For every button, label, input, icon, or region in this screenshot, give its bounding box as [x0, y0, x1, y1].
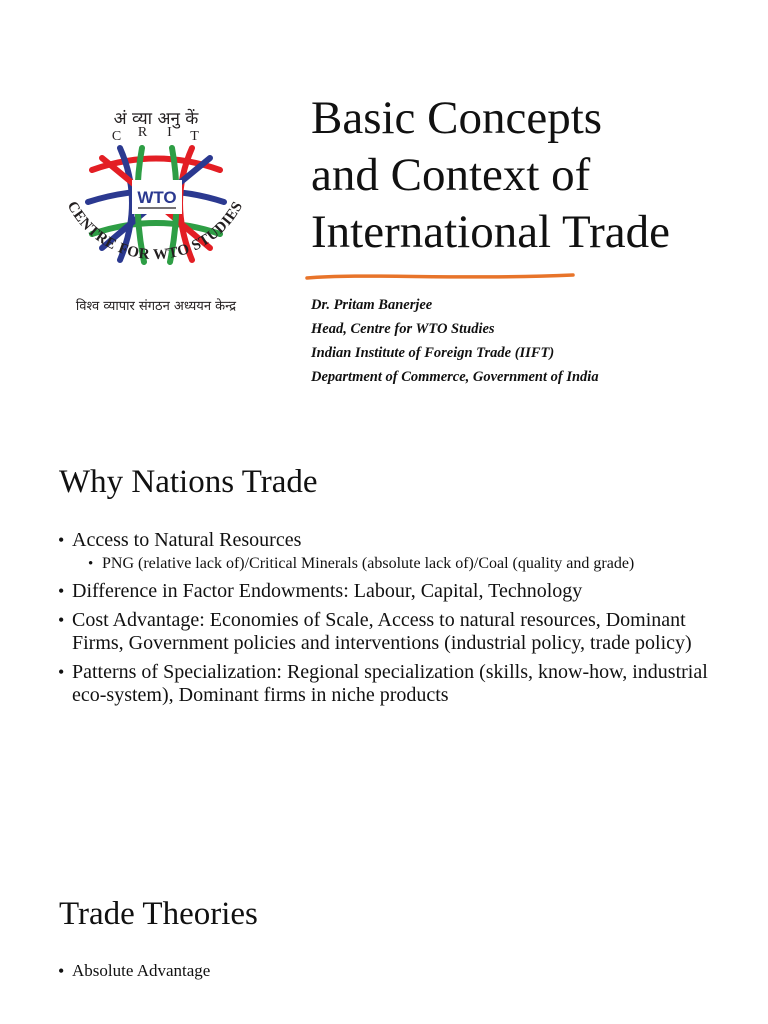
logo-letter-t: T [190, 129, 200, 144]
bullet-item [58, 960, 708, 982]
why-nations-trade-slide [0, 432, 768, 864]
author-department: Department of Commerce, Government of India [311, 369, 599, 385]
title-line: Basic Concepts [311, 92, 603, 144]
bullet-item [58, 661, 708, 707]
slide-heading: Trade Theories [59, 896, 258, 932]
bullet-item [58, 529, 708, 574]
logo-letter-c: C [111, 129, 123, 144]
author-byline [311, 293, 599, 389]
bullet-text: Patterns of Specialization: Regional specialization (skills, know-how, industrial eco-system), Dominant firms in niche products [72, 661, 708, 706]
title-line: International Trade [311, 206, 670, 258]
logo-wto-mark: WTO [137, 188, 177, 207]
title-underline [305, 270, 575, 284]
sub-bullet-item: • PNG (relative lack of)/Critical Minerals (absolute lack of)/Coal (quality and grade) [88, 554, 708, 574]
sub-bullet-list [72, 554, 708, 574]
author-position: Head, Centre for WTO Studies [311, 321, 495, 337]
slide-heading: Why Nations Trade [59, 464, 318, 500]
logo-hindi-bottom: विश्व व्यापार संगठन अध्ययन केन्द्र [75, 299, 237, 314]
crit-wto-logo [22, 52, 288, 358]
bullet-list [58, 529, 708, 713]
bullet-text: Difference in Factor Endowments: Labour, Capital, Technology [72, 580, 583, 602]
bullet-text: Cost Advantage: Economies of Scale, Access to natural resources, Dominant Firms, Government policies and interventions (industrial policy, trade policy) [72, 609, 692, 654]
bullet-text: Absolute Advantage [72, 961, 211, 980]
logo-ring-text: CENTRE FOR WTO STUDIES [63, 198, 247, 264]
bullet-item [58, 609, 708, 655]
bullet-list [58, 960, 708, 988]
slide-title [311, 90, 761, 261]
author-name: Dr. Pritam Banerjee [311, 297, 433, 313]
title-line: and Context of [311, 149, 591, 201]
logo-hindi-top: अं व्या अनु कें [113, 109, 199, 129]
logo-letter-i: I [167, 125, 173, 140]
trade-theories-slide [0, 864, 768, 1024]
logo-letter-r: R [137, 125, 149, 140]
bullet-item [58, 580, 708, 603]
author-institute: Indian Institute of Foreign Trade (IIFT) [311, 345, 555, 361]
title-slide [0, 0, 768, 405]
bullet-text: Access to Natural Resources [72, 529, 302, 551]
